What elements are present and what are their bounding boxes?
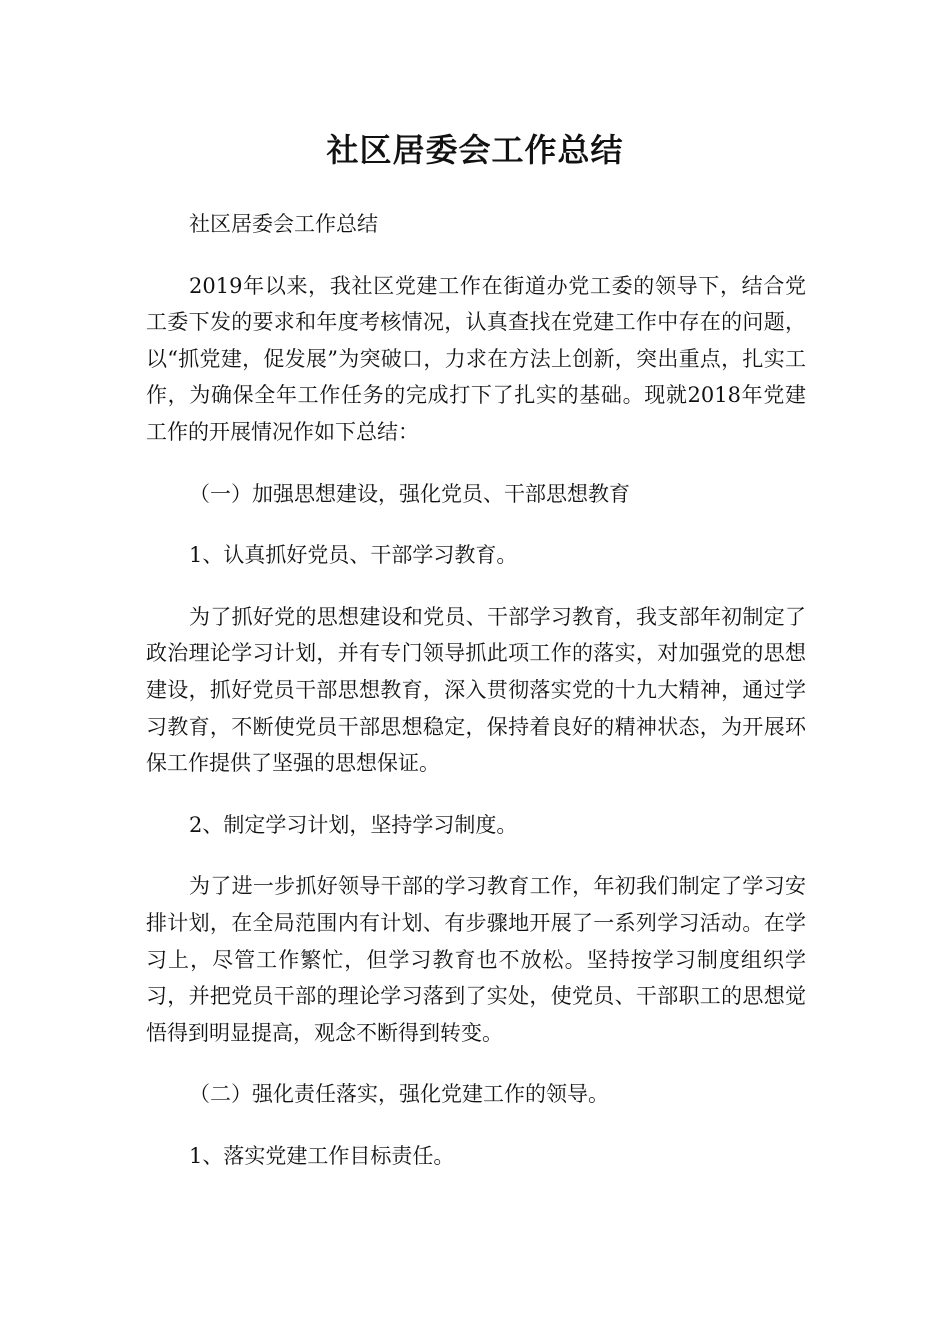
subheading-2-1: 1、落实党建工作目标责任。 bbox=[189, 1143, 455, 1168]
section-heading-1: （一）加强思想建设，强化党员、干部思想教育 bbox=[189, 481, 631, 506]
body-paragraph-1-1: 为了抓好党的思想建设和党员、干部学习教育，我支部年初制定了政治理论学习计划，并有专门领导抓此项工作的落实，对加强党的思想建设，抓好党员干部思想教育，深入贯彻落实党的十九大精神，通过学习教育，不断使党员干部思想稳定，保持着良好的精神状态，为开展环保工作提供了坚强的思想保证。 bbox=[146, 604, 806, 776]
document-body bbox=[146, 206, 806, 1174]
subheading-1-2: 2、制定学习计划，坚持学习制度。 bbox=[189, 812, 518, 837]
body-paragraph-1-2: 为了进一步抓好领导干部的学习教育工作，年初我们制定了学习安排计划，在全局范围内有计划、有步骤地开展了一系列学习活动。在学习上，尽管工作繁忙，但学习教育也不放松。坚持按学习制度组织学习，并把党员干部的理论学习落到了实处，使党员、干部职工的思想觉悟得到明显提高，观念不断得到转变。 bbox=[146, 874, 806, 1045]
document-title: 社区居委会工作总结 bbox=[326, 131, 624, 169]
section-heading-2: （二）强化责任落实，强化党建工作的领导。 bbox=[189, 1082, 610, 1107]
subtitle-paragraph: 社区居委会工作总结 bbox=[189, 212, 379, 236]
subheading-1-1: 1、认真抓好党员、干部学习教育。 bbox=[189, 543, 518, 568]
intro-paragraph: 2019年以来，我社区党建工作在街道办党工委的领导下，结合党工委下发的要求和年度考核情况，认真查找在党建工作中存在的问题，以“抓党建，促发展”为突破口，力求在方法上创新，突出重点，扎实工作，为确保全年工作任务的完成打下了扎实的基础。现就2018年党建工作的开展情况作如下总结： bbox=[146, 273, 806, 444]
